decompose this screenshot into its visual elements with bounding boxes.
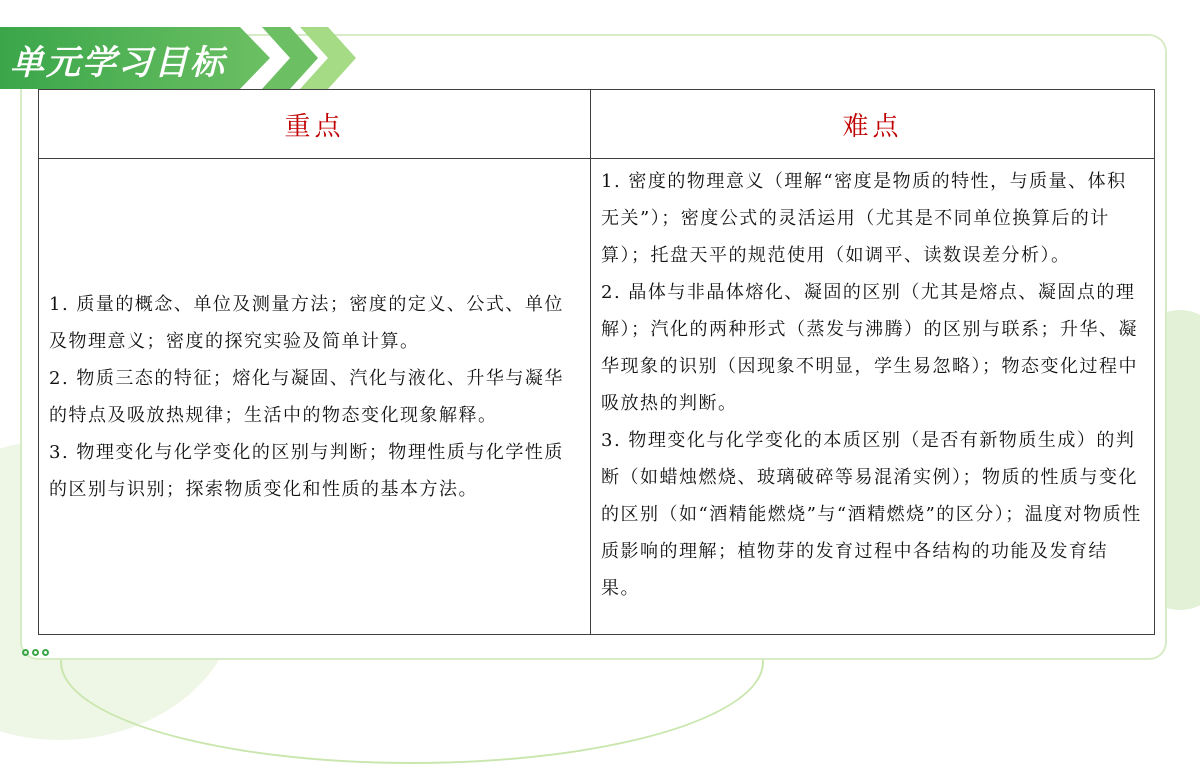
key-point-item: 2. 物质三态的特征；熔化与凝固、汽化与液化、升华与凝华的特点及吸放热规律；生活中的物态变化现象解释。 — [49, 367, 564, 426]
dot-icon — [42, 649, 49, 656]
learning-goals-table — [38, 89, 1155, 635]
difficult-point-item: 3. 物理变化与化学变化的本质区别（是否有新物质生成）的判断（如蜡烛燃烧、玻璃破碎等易混淆实例）；物质的性质与变化的区别（如“酒精能燃烧”与“酒精燃烧”的区分）；温度对物质性质影响的理解；植物芽的发育过程中各结构的功能及发育结果。 — [601, 430, 1142, 599]
key-point-item: 1. 质量的概念、单位及测量方法；密度的定义、公式、单位及物理意义；密度的探究实验及简单计算。 — [49, 293, 564, 352]
difficult-point-item: 2. 晶体与非晶体熔化、凝固的区别（尤其是熔点、凝固点的理解）；汽化的两种形式（蒸发与沸腾）的区别与联系；升华、凝华现象的识别（因现象不明显，学生易忽略）；物态变化过程中吸放热的判断。 — [601, 282, 1138, 414]
table-header-row — [39, 90, 1155, 159]
key-points-cell — [39, 159, 591, 635]
page-title: 单元学习目标 — [10, 43, 226, 83]
table-row — [39, 159, 1155, 635]
dot-icon — [32, 649, 39, 656]
difficult-points-cell — [591, 159, 1155, 635]
decorative-dots — [22, 649, 49, 656]
key-point-item: 3. 物理变化与化学变化的区别与判断；物理性质与化学性质的区别与识别；探索物质变化和性质的基本方法。 — [49, 441, 564, 500]
title-banner — [0, 27, 380, 89]
dot-icon — [22, 649, 29, 656]
key-points-header: 重点 — [39, 90, 591, 159]
difficult-points-header: 难点 — [591, 90, 1155, 159]
difficult-point-item: 1. 密度的物理意义（理解“密度是物质的特性，与质量、体积无关”）；密度公式的灵活运用（尤其是不同单位换算后的计算）；托盘天平的规范使用（如调平、读数误差分析）。 — [601, 171, 1127, 266]
